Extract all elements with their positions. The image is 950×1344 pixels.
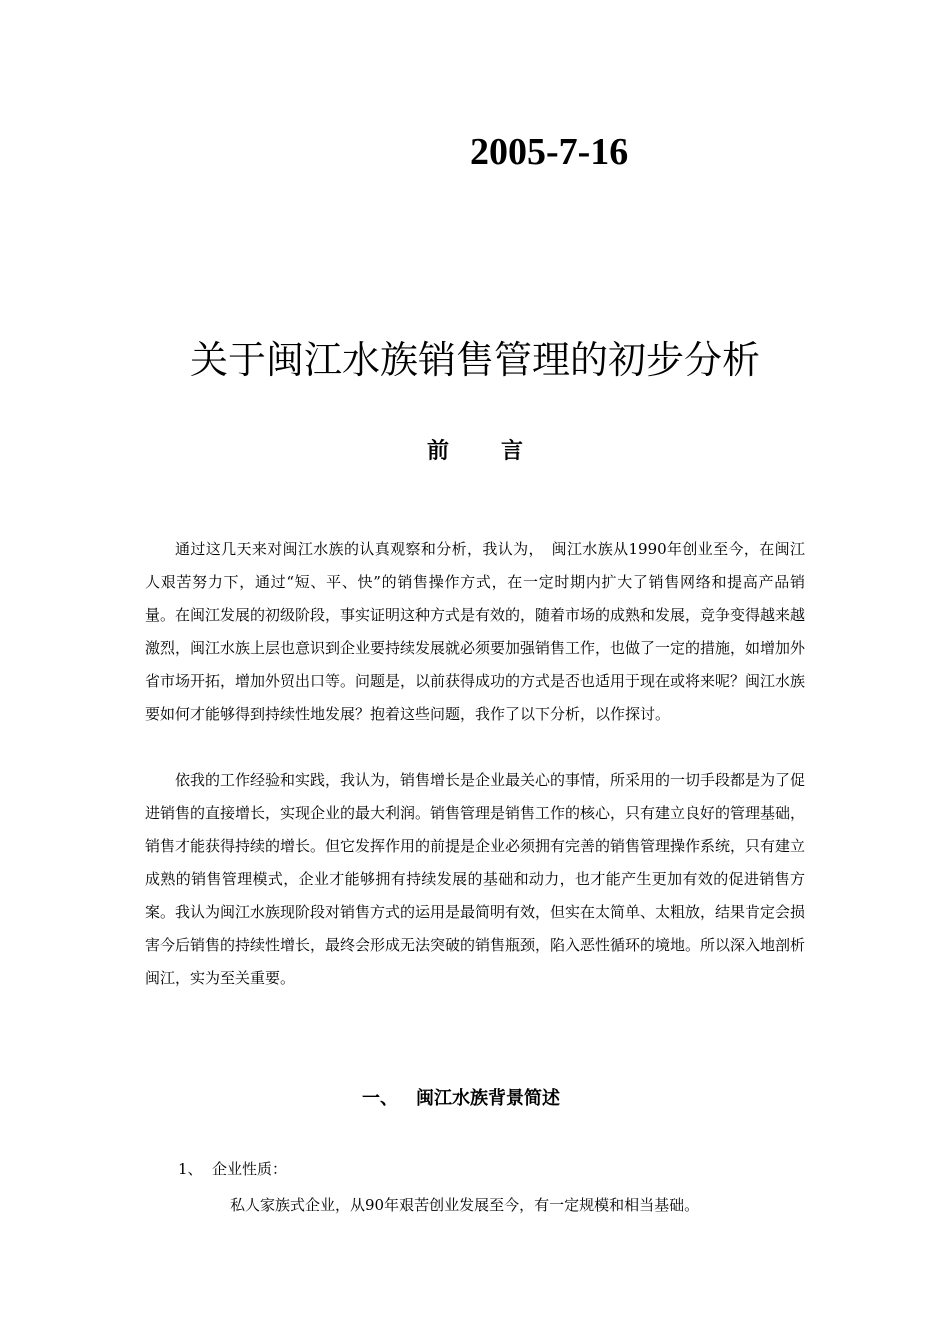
section-number: 一、 [362,1088,398,1109]
preface-heading: 前言 [426,439,575,464]
document-date: 2005-7-16 [470,131,629,173]
preface-paragraph-1: 通过这几天来对闽江水族的认真观察和分析，我认为， 闽江水族从1990年创业至今，在闽江人艰苦努力下，通过“短、平、快”的销售操作方式，在一定时期内扩大了销售网络和提高产品销量。在闽江发展的初级阶段，事实证明这种方式是有效的，随着市场的成熟和发展，竞争变得越来越激烈，闽江水族上层也意识到企业要持续发展就必须要加强销售工作，也做了一定的措施，如增加外省市场开拓，增加外贸出口等。问题是，以前获得成功的方式是否也适用于现在或将来呢？闽江水族要如何才能够得到持续性地发展？抱着这些问题，我作了以下分析，以作探讨。 [145,540,806,723]
list-item-1 [178,1156,287,1182]
section-title: 闽江水族背景简述 [416,1088,560,1109]
document-title: 关于闽江水族销售管理的初步分析 [189,338,760,382]
list-item-description: 私人家族式企业，从90年艰苦创业发展至今，有一定规模和相当基础。 [230,1196,700,1214]
list-item-number: 1、 [178,1160,203,1178]
section-heading-1 [362,1084,560,1114]
list-item-label: 企业性质： [212,1160,288,1178]
preface-paragraph-2: 依我的工作经验和实践，我认为，销售增长是企业最关心的事情，所采用的一切手段都是为了促进销售的直接增长，实现企业的最大利润。销售管理是销售工作的核心，只有建立良好的管理基础，销售才能获得持续的增长。但它发挥作用的前提是企业必须拥有完善的销售管理操作系统，只有建立成熟的销售管理模式，企业才能够拥有持续发展的基础和动力，也才能产生更加有效的促进销售方案。我认为闽江水族现阶段对销售方式的运用是最简明有效，但实在太简单、太粗放，结果肯定会损害今后销售的持续性增长，最终会形成无法突破的销售瓶颈，陷入恶性循环的境地。所以深入地剖析闽江，实为至关重要。 [145,771,806,987]
